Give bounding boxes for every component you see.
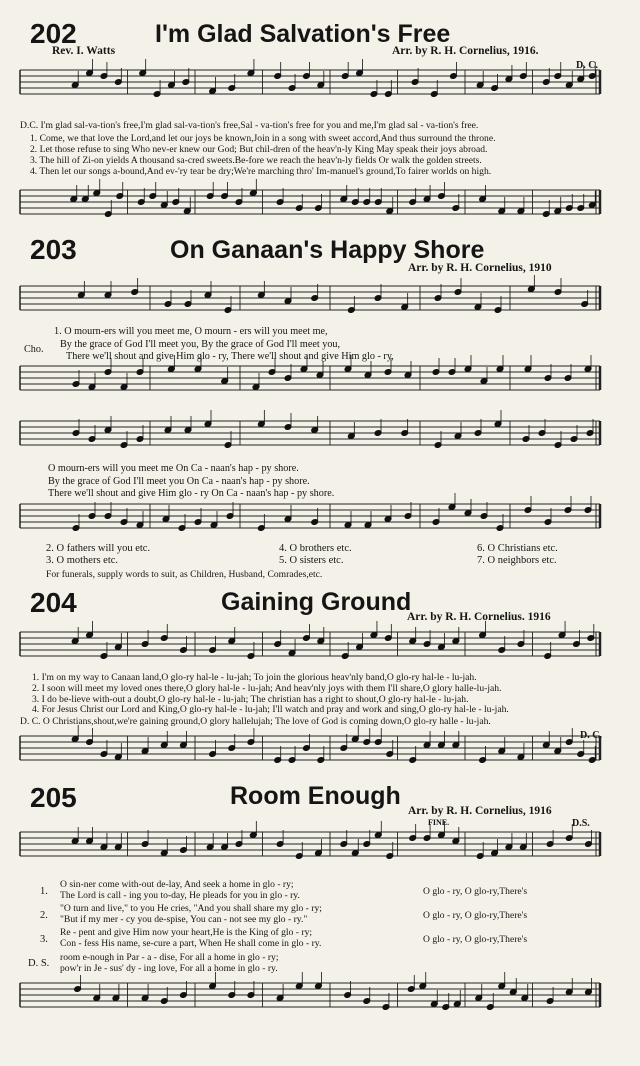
stanza-num-205-1: 1. — [40, 886, 48, 897]
lyric-line-202-1: 1. Come, we that love the Lord,and let our joys be known,Join in a song with sweet accord,And thus surround the throne. — [30, 133, 496, 144]
lyric-line-202-dc: D.C. I'm glad sal-va-tion's free,I'm glad sal-va-tion's free,Sal - va-tion's free for you and me,I'm glad sal - va-tion's free. — [20, 120, 479, 131]
hymn-title-203: On Ganaan's Happy Shore — [170, 236, 485, 264]
notes-8 — [71, 821, 592, 859]
dc-mark-202: D. C. — [576, 60, 598, 71]
verse-203-3: 3. O mothers etc. — [46, 555, 119, 566]
lyric-205-3b: Con - fess His name, se-cure a part, When He shall come in glo - ry. — [60, 938, 322, 949]
hymn-author-202: Rev. I. Watts — [52, 45, 116, 57]
hymn-number-202: 202 — [30, 18, 77, 49]
hymn-arranger-204: Arr. by R. H. Cornelius. 1916 — [407, 611, 551, 623]
notes-9 — [74, 972, 592, 1010]
lyric-203-s2-v3: There we'll shout and give Him glo - ry On Ca - naan's hap - py shore. — [48, 488, 335, 499]
stanza-num-205-ds: D. S. — [28, 958, 50, 969]
hymn-arranger-205: Arr. by R. H. Cornelius, 1916 — [408, 805, 552, 817]
hymn-number-205: 205 — [30, 782, 77, 813]
stanza-num-205-2: 2. — [40, 910, 48, 921]
hymn-title-205: Room Enough — [230, 782, 401, 810]
lyric-line-202-4: 4. Then let our songs a-bound,And ev-'ry tear be dry;We're marching thro' Im-manuel's ground,To fairer worlds on high. — [30, 166, 492, 177]
notes-6 — [71, 621, 594, 659]
verse-203-5: 5. O sisters etc. — [279, 555, 344, 566]
lyric-205-2b: "But if my mer - cy you de-spise, You can - not see my glo - ry." — [60, 914, 308, 925]
hymn-title-202: I'm Glad Salvation's Free — [155, 20, 451, 48]
lyric-205-dsb: pow'r in Je - sus' dy - ing love, For all a home in glo - ry. — [60, 963, 278, 974]
refrain-205-1: O glo - ry, O glo-ry,There's — [423, 886, 528, 897]
funeral-note-203: For funerals, supply words to suit, as Children, Husband, Comrades,etc. — [46, 569, 323, 580]
lyric-203-s2-v1: O mourn-ers will you meet me On Ca - naan's hap - py shore. — [48, 463, 299, 474]
hymn-arranger-203: Arr. by R. H. Cornelius, 1910 — [408, 262, 552, 274]
lyric-205-1a: O sin-ner come with-out de-lay, And seek a home in glo - ry; — [60, 879, 294, 890]
lyric-line-202-2: 2. Let those refuse to sing Who nev-er knew our God; But chil-dren of the heav'n-ly King May speak their joys abroad. — [30, 144, 488, 155]
lyric-line-204-3: 3. I do be-lieve with-out a doubt,O glo-ry hal-le - lu-jah; The christian has a right to shout,O glo-ry hal-le - lu-jah. — [32, 694, 469, 705]
verse-203-4: 4. O brothers etc. — [279, 543, 352, 554]
fine-mark-205: FINE. — [428, 818, 450, 827]
notes-7 — [71, 725, 596, 763]
lyric-line-204-4: 4. For Jesus Christ our Lord and King,O glo-ry hal-le - lu-jah; I'll watch and pray and work and sing,O glo-ry hal-le - lu-jah. — [32, 704, 509, 715]
lyric-205-dsa: room e-nough in Par - a - dise, For all a home in glo - ry; — [60, 952, 279, 963]
verse-203-6: 6. O Christians etc. — [477, 543, 558, 554]
lyric-line-202-3: 3. The hill of Zi-on yields A thousand sa-cred sweets.Be-fore we reach the heav'n-ly fields Or walk the golden streets. — [30, 155, 482, 166]
lyric-line-204-1: 1. I'm on my way to Canaan land,O glo-ry hal-le - lu-jah; To join the glorious heav'nly band,O glo-ry hal-le - lu-jah. — [32, 672, 477, 683]
notes-2 — [78, 275, 589, 313]
hymn-number-204: 204 — [30, 587, 77, 618]
staff-1 — [20, 190, 600, 214]
lyric-line-204-dc: D. C. O Christians,shout,we're gaining ground,O glory hallelujah; The love of God is coming down,O glo-ry halle - lu-jah. — [20, 716, 491, 727]
lyric-203-s1-v2: By the grace of God I'll meet you, By the grace of God I'll meet you, — [60, 339, 341, 350]
refrain-205-3: O glo - ry, O glo-ry,There's — [423, 934, 528, 945]
lyric-203-s1-v3: There we'll shout and give Him glo - ry, There we'll shout and give Him glo - ry, — [66, 351, 394, 362]
lyric-203-s1-v1: 1. O mourn-ers will you meet me, O mourn - ers will you meet me, — [54, 326, 328, 337]
lyric-line-204-2: 2. I soon will meet my loved ones there,O glory hal-le - lu-jah; And heav'nly joys with them I'll share,O glory halle-lu-jah. — [32, 683, 502, 694]
ds-mark-205: D.S. — [572, 818, 590, 829]
lyric-205-1b: The Lord is call - ing you to-day, He pleads for you in glo - ry. — [60, 890, 300, 901]
lyric-205-2a: "O turn and live," to you He cries, "And you shall share my glo - ry; — [60, 903, 322, 914]
hymn-number-203: 203 — [30, 234, 77, 265]
stanza-num-205-3: 3. — [40, 934, 48, 945]
lyric-205-3a: Re - pent and give Him now your heart,He is the King of glo - ry; — [60, 927, 313, 938]
notes-1 — [70, 179, 596, 217]
chorus-label-203: Cho. — [24, 344, 44, 355]
lyric-203-s2-v2: By the grace of God I'll meet you On Ca - naan's hap - py shore. — [48, 476, 310, 487]
refrain-205-2: O glo - ry, O glo-ry,There's — [423, 910, 528, 921]
verse-203-2: 2. O fathers will you etc. — [46, 543, 151, 554]
verse-203-7: 7. O neighbors etc. — [477, 555, 557, 566]
notes-0 — [71, 59, 596, 97]
dc-mark-204: D. C. — [580, 730, 602, 741]
hymn-arranger-202: Arr. by R. H. Cornelius, 1916. — [392, 45, 539, 57]
hymn-title-204: Gaining Ground — [221, 588, 412, 616]
